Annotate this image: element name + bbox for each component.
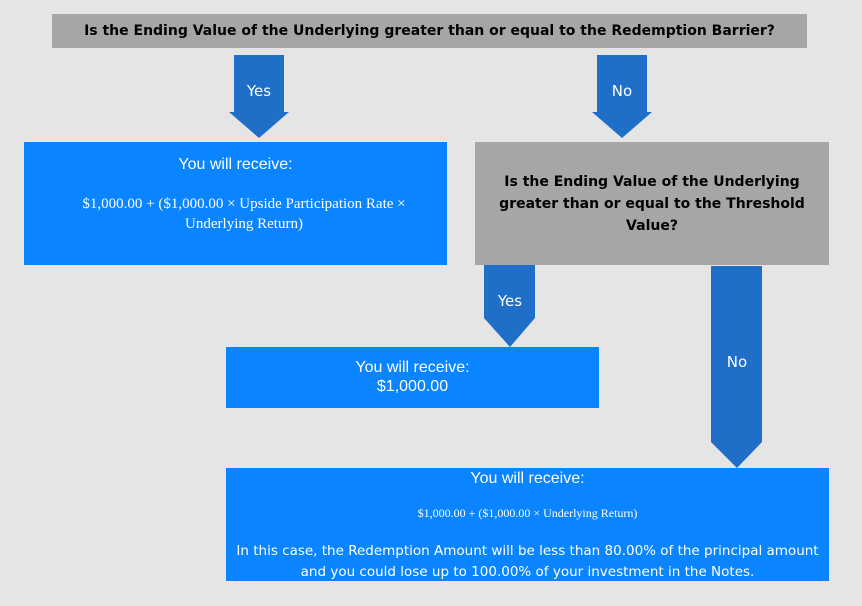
- second-question-box: [475, 142, 829, 265]
- payout-box-3-note: In this case, the Redemption Amount will be less than 80.00% of the principal amount and you could lose up to 100.00% of your investment in the Notes.: [236, 543, 819, 580]
- payout-box-3-formula: $1,000.00 + ($1,000.00 × Underlying Return): [417, 506, 638, 520]
- no-label-1: No: [611, 82, 633, 100]
- payout-box-1-formula: $1,000.00 + ($1,000.00 × Upside Participation Rate × Underlying Return): [82, 196, 406, 232]
- payout-box-2: [226, 347, 599, 408]
- payout-box-3-heading: You will receive:: [470, 470, 585, 487]
- payout-box-3: [226, 468, 829, 581]
- no-label-2: No: [726, 353, 748, 371]
- payout-box-1: [24, 142, 447, 265]
- second-question-text: Is the Ending Value of the Underlying greater than or equal to the Threshold Value?: [499, 173, 805, 234]
- payout-box-2-amount: $1,000.00: [376, 378, 449, 395]
- yes-label-1: Yes: [246, 82, 272, 100]
- payout-box-1-heading: You will receive:: [178, 156, 293, 173]
- payout-box-2-heading: You will receive:: [355, 359, 470, 376]
- yes-label-2: Yes: [497, 292, 523, 310]
- top-question-text: Is the Ending Value of the Underlying greater than or equal to the Redemption Barrier?: [84, 23, 775, 39]
- top-question-box: [52, 14, 807, 48]
